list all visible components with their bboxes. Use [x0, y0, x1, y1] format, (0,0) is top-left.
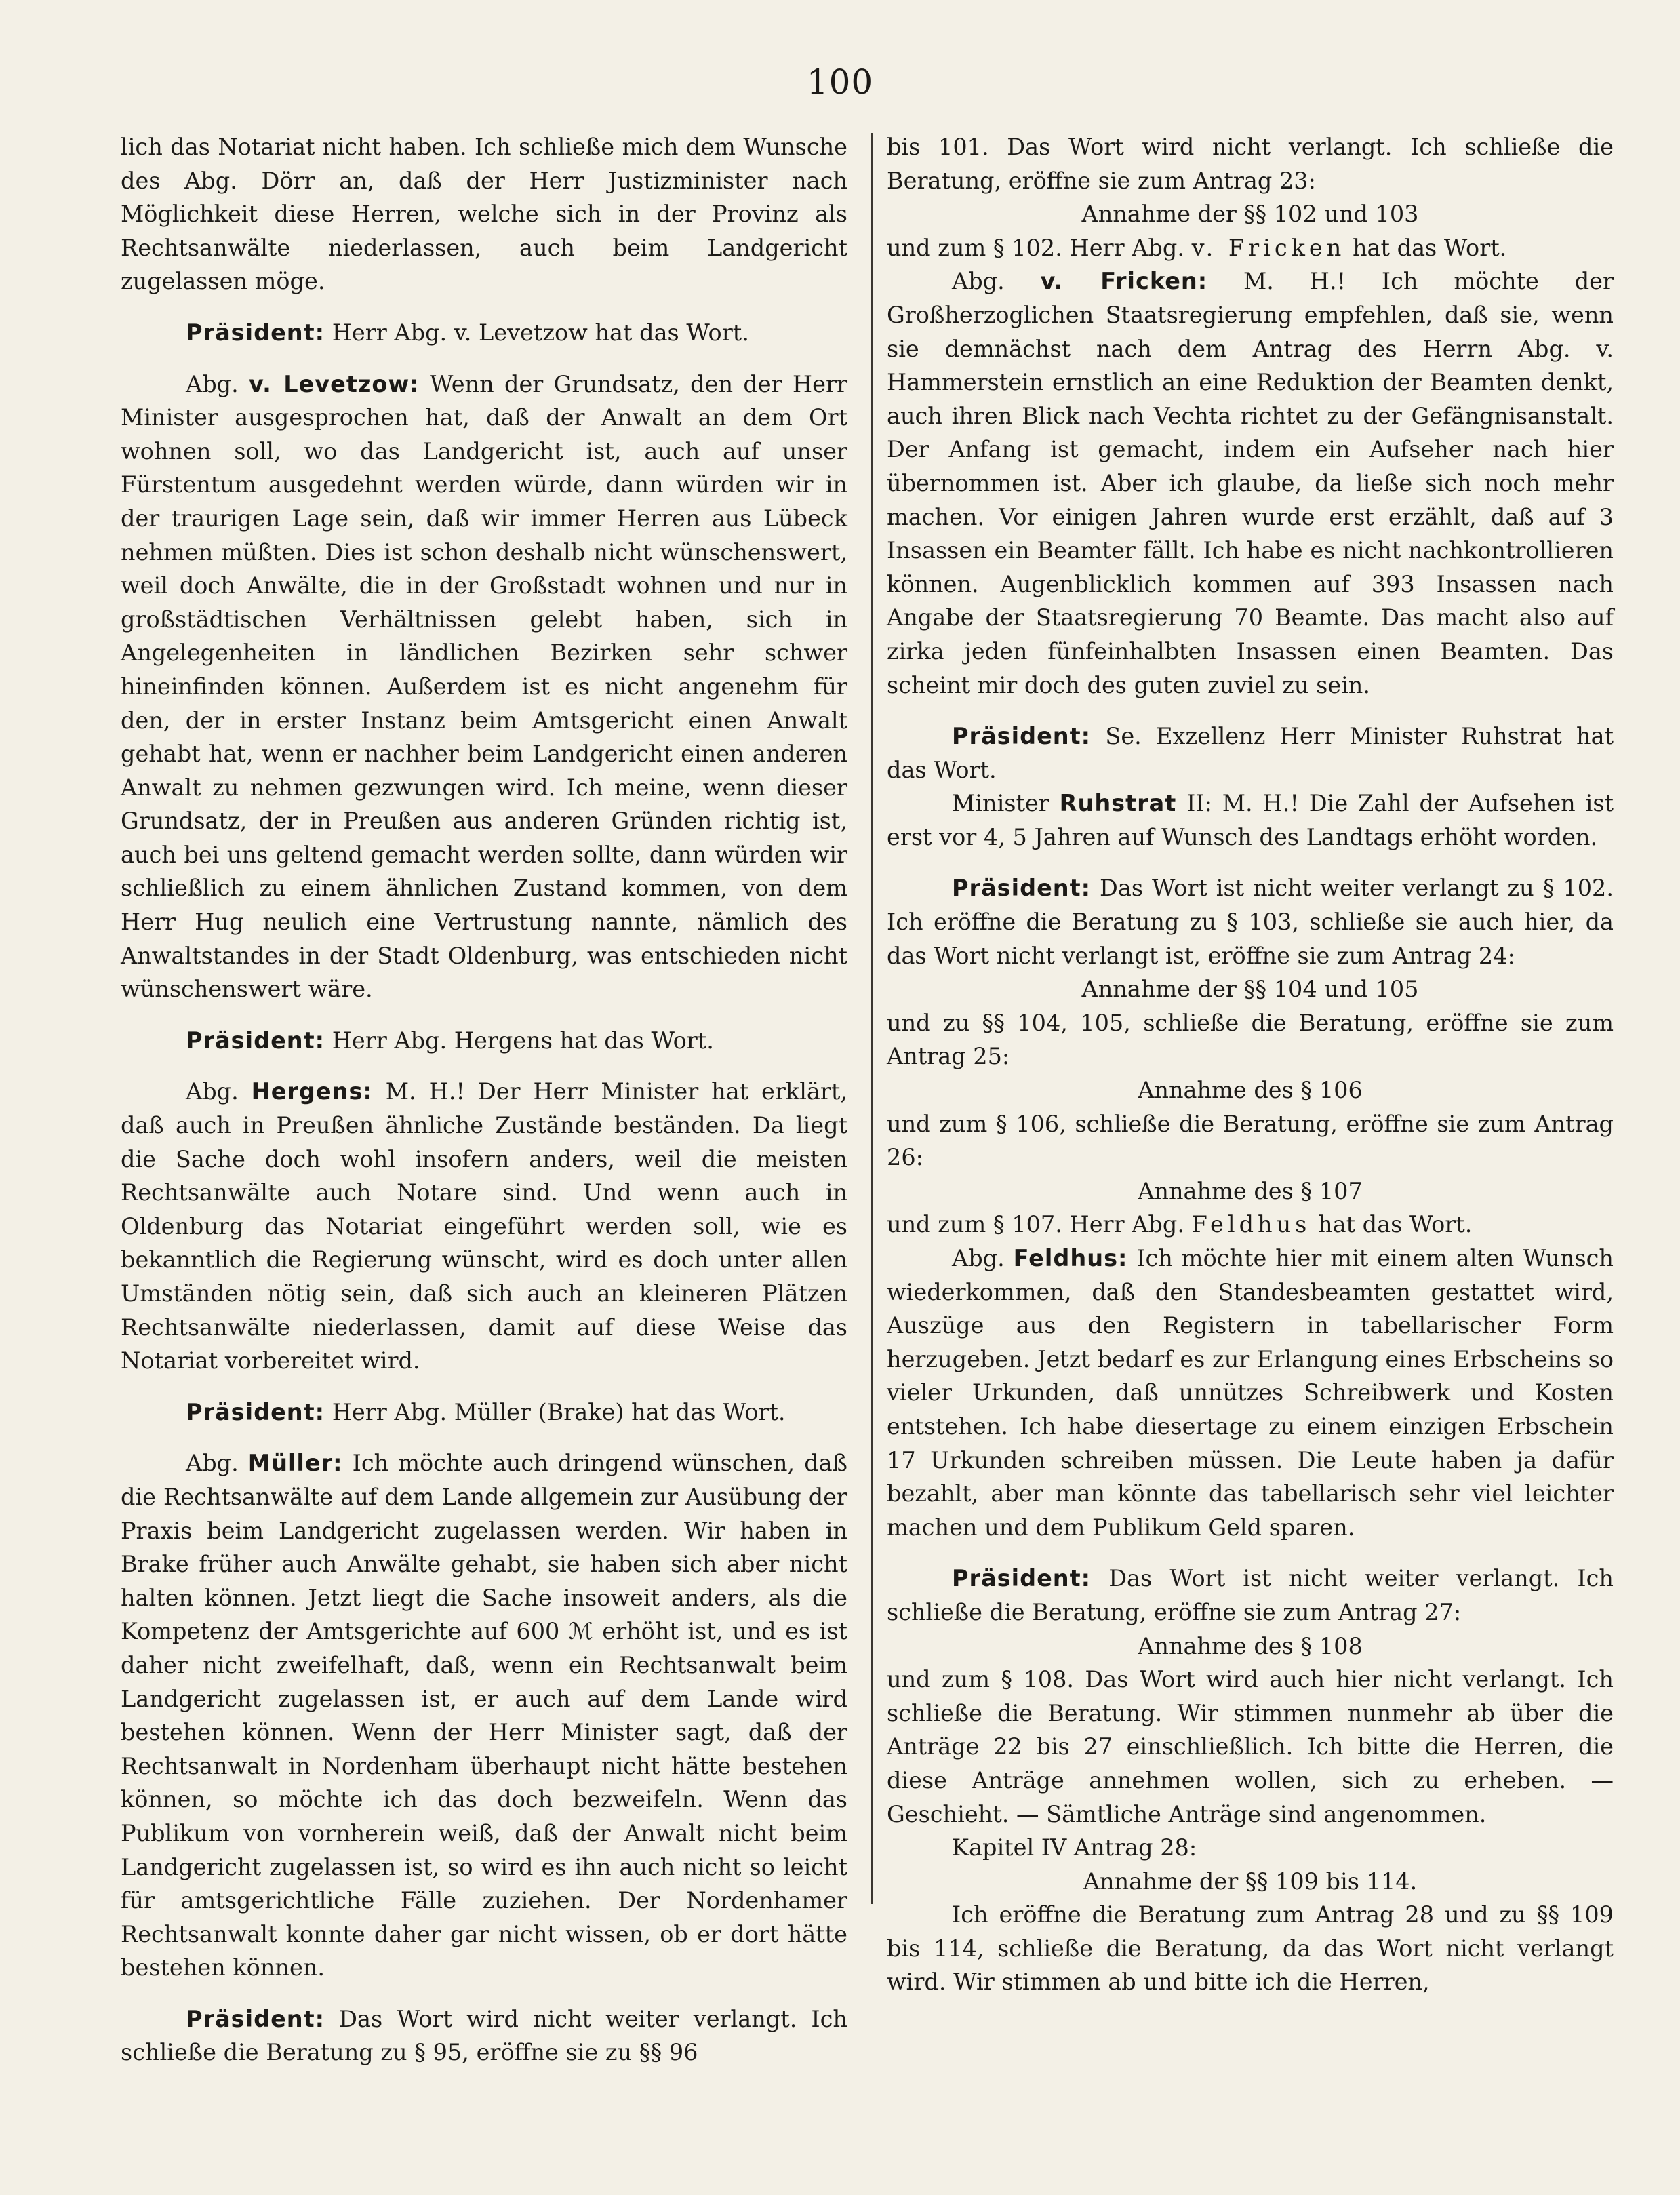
motion-line: Annahme der §§ 104 und 105 [1081, 976, 1419, 1003]
speaker-name: v. Levetzow: [249, 370, 420, 397]
speaker-name: Präsident: [186, 2005, 325, 2032]
paragraph [121, 1446, 847, 1985]
speaker-name: Müller: [247, 1450, 343, 1477]
paragraph [887, 1242, 1614, 1544]
motion-line: Annahme des § 106 [1138, 1077, 1363, 1104]
member-name: v. Fricken [1191, 234, 1346, 261]
speaker-name: Präsident: [952, 875, 1092, 902]
paragraph-text: Herr Abg. Müller (Brake) hat das Wort. [325, 1398, 786, 1425]
column-divider [871, 133, 873, 1904]
paragraph [121, 1075, 847, 1377]
paragraph [121, 368, 847, 1006]
paragraph-text: Wenn der Grundsatz, den der Herr Minister ausgesprochen hat, daß der Anwalt an dem Ort wohnen soll, wo das Landgericht ist, auch auf unser Fürstentum ausgedehnt werden würde, dann würden wir in der traurigen Lage sein, daß wir immer Herren aus Lübeck nehmen müßten. Dies ist schon deshalb nicht wünschenswert, weil doch Anwälte, die in der Großstadt wohnen und nur in großstädtischen Verhältnissen gelebt haben, sich in Angelegenheiten in ländlichen Bezirken sehr schwer hineinfinden können. Außerdem ist es nicht angenehm für den, der in erster Instanz beim Amtsgericht einen Anwalt gehabt hat, wenn er nachher beim Landgericht einen anderen Anwalt zu nehmen gezwungen wird. Ich meine, wenn dieser Grundsatz, der in Preußen aus anderen Gründen richtig ist, auch bei uns geltend gemacht werden sollte, dann würden wir schließlich zu einem ähnlichen Zustand kommen, von dem Herr Hug neulich eine Vertrustung nannte, nämlich des Anwaltstandes in der Stadt Oldenburg, was entschieden nicht wünschenswert wäre. [121, 370, 847, 1003]
paragraph [887, 1562, 1614, 1629]
paragraph [887, 1208, 1614, 1242]
paragraph-text: Herr Abg. v. Levetzow hat das Wort. [325, 319, 749, 346]
paragraph [887, 231, 1614, 265]
speaker-name: Hergens: [251, 1078, 373, 1105]
speaker-prefix: Abg. [186, 1078, 252, 1105]
paragraph [887, 264, 1614, 702]
paragraph-text: und zum § 102. Herr Abg. [887, 234, 1192, 261]
speaker-name: Präsident: [186, 1398, 325, 1425]
paragraph [887, 871, 1614, 972]
speaker-prefix: Abg. [186, 1450, 248, 1477]
paragraph-text: II: M. H.! Die Zahl der Aufsehen ist erst vor 4, 5 Jahren auf Wunsch des Landtags erhöht worden. [887, 790, 1614, 850]
motion-line: Annahme des § 107 [1138, 1177, 1363, 1204]
paragraph-text: Das Wort ist nicht weiter verlangt zu § 102. Ich eröffne die Beratung zu § 103, schließe sie auch hier, da das Wort nicht verlangt ist, eröffne sie zum Antrag 24: [887, 875, 1614, 969]
motion-line: Annahme der §§ 109 bis 114. [1083, 1867, 1418, 1895]
paragraph: bis 101. Das Wort wird nicht verlangt. Ich schließe die Beratung, eröffne sie zum Antrag 23: [887, 134, 1614, 194]
paragraph-text: Ich möchte hier mit einem alten Wunsch wiederkommen, daß den Standesbeamten gestattet wird, Auszüge aus den Registern in tabellarischer Form herzugeben. Jetzt bedarf es zur Erlangung eines Erbscheins so vieler Urkunden, daß unnützes Schreibwerk und Kosten entstehen. Ich habe diesertage zu einem einzigen Erbschein 17 Urkunden schreiben müssen. Die Leute haben ja dafür bezahlt, aber man könnte das tabellarisch sehr viel leichter machen und dem Publikum Geld sparen. [887, 1245, 1614, 1541]
paragraph: und zu §§ 104, 105, schließe die Beratung, eröffne sie zum Antrag 25: [887, 1009, 1614, 1070]
paragraph: lich das Notariat nicht haben. Ich schließe mich dem Wunsche des Abg. Dörr an, daß der Herr Justizminister nach Möglichkeit diese Herren, welche sich in der Provinz als Rechtsanwälte niederlassen, auch beim Landgericht zugelassen möge. [121, 134, 847, 295]
paragraph [887, 719, 1614, 787]
paragraph-text: M. H.! Ich möchte der Großherzoglichen Staatsregierung empfehlen, daß sie, wenn sie demnächst nach dem Antrag des Herrn Abg. v. Hammerstein ernstlich an eine Reduktion der Beamten denkt, auch ihren Blick nach Vechta richtet zu der Gefängnisanstalt. Der Anfang ist gemacht, indem ein Aufseher nach hier übernommen ist. Aber ich glaube, da ließe sich noch mehr machen. Vor einigen Jahren wurde erst erzählt, daß auf 3 Insassen ein Beamter fällt. Ich habe es nicht nachkontrollieren können. Augenblicklich kommen auf 393 Insassen nach Angabe der Staatsregierung 70 Beamte. Das macht also auf zirka jeden fünfeinhalbten Insassen einen Beamten. Das scheint mir doch des guten zuviel zu sein. [887, 268, 1614, 698]
paragraph-text: Se. Exzellenz Herr Minister Ruhstrat hat das Wort. [887, 723, 1614, 783]
speaker-prefix: Abg. [952, 1245, 1014, 1271]
motion-line: Annahme des § 108 [1138, 1632, 1363, 1659]
paragraph-text: Herr Abg. Hergens hat das Wort. [325, 1027, 714, 1054]
speaker-prefix: Abg. [952, 268, 1041, 295]
speaker-name: Präsident: [952, 723, 1092, 750]
speaker-prefix: Abg. [186, 370, 249, 397]
speaker-prefix: Minister [952, 790, 1060, 817]
left-column [121, 130, 847, 2070]
paragraph: Ich eröffne die Beratung zum Antrag 28 und zu §§ 109 bis 114, schließe die Beratung, da das Wort nicht verlangt wird. Wir stimmen ab und bitte ich die Herren, [887, 1901, 1614, 1996]
paragraph [121, 1396, 847, 1429]
paragraph-text: Das Wort ist nicht weiter verlangt. Ich schließe die Beratung, eröffne sie zum Antrag 27: [887, 1565, 1614, 1625]
paragraph [887, 787, 1614, 854]
motion-line: Annahme der §§ 102 und 103 [1081, 201, 1419, 228]
right-column [887, 130, 1614, 1999]
page-number: 100 [806, 62, 874, 102]
paragraph: und zum § 106, schließe die Beratung, eröffne sie zum Antrag 26: [887, 1110, 1614, 1171]
paragraph-text: Das Wort wird nicht weiter verlangt. Ich schließe die Beratung zu § 95, eröffne sie zu §§ 96 [121, 2005, 847, 2066]
speaker-name: v. Fricken: [1040, 268, 1208, 295]
speaker-name: Präsident: [186, 319, 325, 346]
paragraph-text: hat das Wort. [1345, 234, 1507, 261]
paragraph [121, 2002, 847, 2070]
paragraph: und zum § 108. Das Wort wird auch hier nicht verlangt. Ich schließe die Beratung. Wir stimmen nunmehr ab über die Anträge 22 bis 27 einschließlich. Ich bitte die Herren, die diese Anträge annehmen wollen, sich zu erheben. — Geschieht. — Sämtliche Anträge sind angenommen. [887, 1666, 1614, 1827]
member-name: Feldhus [1191, 1211, 1311, 1238]
speaker-name: Ruhstrat [1059, 790, 1177, 817]
paragraph-text: hat das Wort. [1311, 1211, 1473, 1238]
speaker-name: Präsident: [952, 1565, 1092, 1592]
paragraph-text: M. H.! Der Herr Minister hat erklärt, daß auch in Preußen ähnliche Zustände beständen. Da liegt die Sache doch wohl insofern anders, weil die meisten Rechtsanwälte auch Notare sind. Und wenn auch in Oldenburg das Notariat eingeführt werden soll, wie es bekanntlich die Regierung wünscht, wird es doch unter allen Umständen nötig sein, daß sich auch an kleineren Plätzen Rechtsanwälte niederlassen, damit auf diese Weise das Notariat vorbereitet wird. [121, 1078, 847, 1375]
chapter-line: Kapitel IV Antrag 28: [952, 1834, 1197, 1861]
paragraph [121, 1024, 847, 1058]
speaker-name: Feldhus: [1013, 1245, 1128, 1271]
paragraph-text: Ich möchte auch dringend wünschen, daß die Rechtsanwälte auf dem Lande allgemein zur Ausübung der Praxis beim Landgericht zugelassen werden. Wir haben in Brake früher auch Anwälte gehabt, sie haben sich aber nicht halten können. Jetzt liegt die Sache insoweit anders, als die Kompetenz der Amtsgerichte auf 600 ℳ erhöht ist, und es ist daher nicht zweifelhaft, daß, wenn ein Rechtsanwalt beim Landgericht zugelassen ist, er auch auf dem Lande wird bestehen können. Wenn der Herr Minister sagt, daß der Rechtsanwalt in Nordenham überhaupt nicht hätte bestehen können, so möchte ich das doch bezweifeln. Wenn das Publikum von vornherein weiß, daß der Anwalt nicht beim Landgericht zugelassen ist, so wird es ihn auch nicht so leicht für amtsgerichtliche Fälle zuziehen. Der Nordenhamer Rechtsanwalt konnte daher gar nicht wissen, ob er dort hätte bestehen können. [121, 1450, 847, 1981]
speaker-name: Präsident: [186, 1027, 325, 1054]
paragraph-text: und zum § 107. Herr Abg. [887, 1211, 1192, 1238]
paragraph [121, 316, 847, 350]
